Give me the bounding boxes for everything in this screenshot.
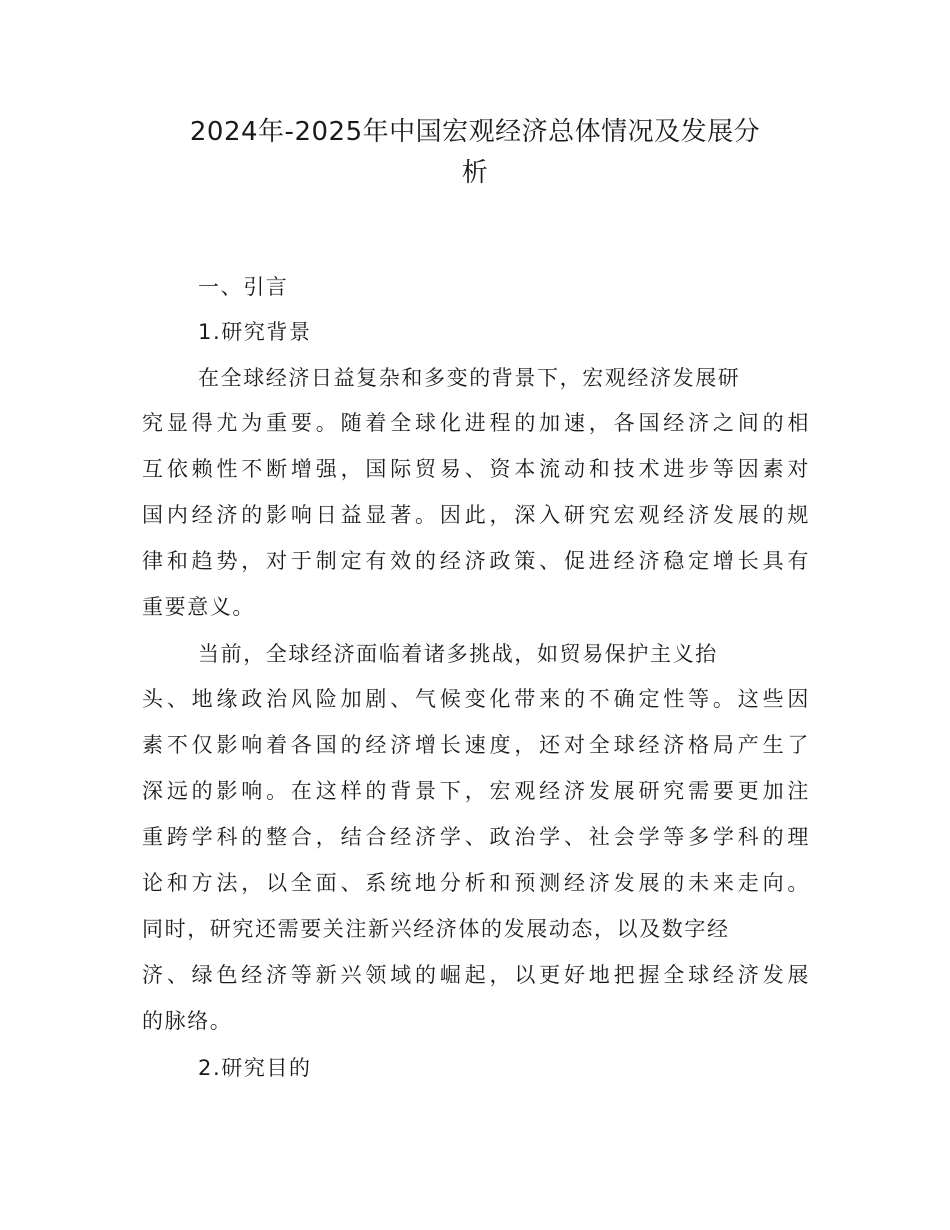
paragraph-1-line: 究显得尤为重要。随着全球化进程的加速，各国经济之间的相 [142,411,810,435]
paragraph-2-line: 素不仅影响着各国的经济增长速度，还对全球经济格局产生了 [142,733,810,757]
paragraph-2-line: 重跨学科的整合，结合经济学、政治学、社会学等多学科的理 [142,825,810,849]
paragraph-2-line: 同时，研究还需要关注新兴经济体的发展动态，以及数字经 [142,917,730,941]
paragraph-1-line: 律和趋势，对于制定有效的经济政策、促进经济稳定增长具有 [142,549,810,573]
paragraph-1-line: 国内经济的影响日益显著。因此，深入研究宏观经济发展的规 [142,503,810,527]
paragraph-2-line: 深远的影响。在这样的背景下，宏观经济发展研究需要更加注 [142,779,810,803]
subsection-heading-research-background: 1.研究背景 [198,320,312,344]
paragraph-1-line: 在全球经济日益复杂和多变的背景下，宏观经济发展研 [198,366,741,390]
paragraph-2-line: 头、地缘政治风险加剧、气候变化带来的不确定性等。这些因 [142,687,810,711]
section-heading-introduction: 一、引言 [198,275,289,299]
subsection-heading-research-purpose: 2.研究目的 [198,1056,312,1080]
title-line-2: 析 [461,158,489,188]
paragraph-2-line: 论和方法，以全面、系统地分析和预测经济发展的未来走向。 [142,871,810,895]
title-line-1: 2024年-2025年中国宏观经济总体情况及发展分 [189,117,761,147]
paragraph-2-line: 当前，全球经济面临着诸多挑战，如贸易保护主义抬 [198,642,718,666]
paragraph-1-line: 互依赖性不断增强，国际贸易、资本流动和技术进步等因素对 [142,457,810,481]
document-title [140,112,810,194]
paragraph-2-line: 济、绿色经济等新兴领域的崛起，以更好地把握全球经济发展 [142,963,810,987]
paragraph-2-line: 的脉络。 [142,1009,233,1033]
paragraph-1-line: 重要意义。 [142,595,255,619]
